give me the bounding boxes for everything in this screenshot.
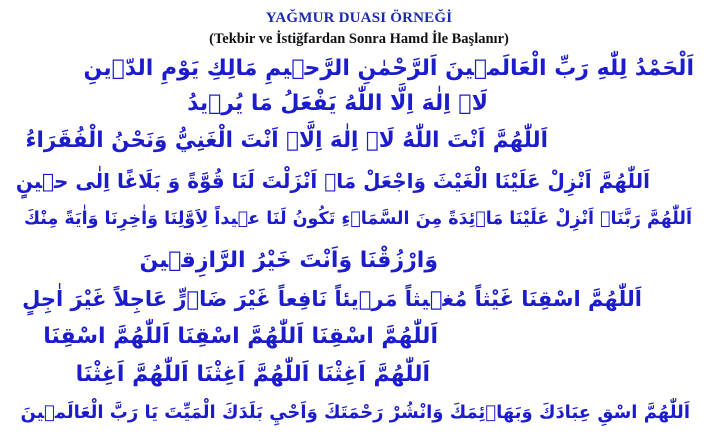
- page-title: YAĞMUR DUASI ÖRNEĞİ: [265, 10, 453, 26]
- dua-line-1: اَلْحَمْدُ لِلّٰهِ رَبِّ الْعَالَم۪ينَ اَلرَّحْمٰنِ الرَّح۪يمِ مَالِكِ يَوْمِ الدّ۪ينِ: [83, 56, 694, 81]
- dua-line-3: اَللّٰهُمَّ اَنْتَ اللّٰهُ لَاۤ اِلٰهَ اِلَّاۤ اَنْتَ الْغَنِيُّ وَنَحْنُ الْفُقَرَاءُ: [25, 128, 548, 153]
- dua-line-10: اَللّٰهُمَّ اسْقِ عِبَادَكَ وَبَهَاۤئِمَكَ وَانْشُرْ رَحْمَتَكَ وَاَحْيِ بَلَدَكَ الْمَيِّتَ يَا رَبَّ الْعَالَم۪ينَ: [20, 402, 690, 423]
- page-subtitle: (Tekbir ve İstiğfardan Sonra Hamd İle Başlanır): [209, 31, 509, 47]
- dua-line-7: اَللّٰهُمَّ اسْقِنَا غَيْثاً مُغ۪يثاً مَر۪يئاً نَافِعاً غَيْرَ ضَاۤرٍّ عَاجِلاً غَيْرَ اٰجِلٍ: [22, 287, 642, 311]
- dua-line-2: لَاۤ اِلٰهَ اِلَّا اللّٰهُ يَفْعَلُ مَا يُر۪يدُ: [187, 91, 488, 116]
- dua-line-8: اَللّٰهُمَّ اسْقِنَا اَللّٰهُمَّ اسْقِنَا اَللّٰهُمَّ اسْقِنَا: [43, 324, 438, 349]
- dua-line-5: اَللّٰهُمَّ رَبَّنَاۤ اَنْزِلْ عَلَيْنَا مَاۤئِدَةً مِنَ السَّمَاۤءِ تَكُونُ لَنَا ع۪يداً لِاَوَّلِنَا وَاٰخِرِنَا وَاٰيَةً مِنْكَ: [24, 209, 692, 229]
- dua-line-6: وَارْزُقْنَا وَاَنْتَ خَيْرُ الرَّازِق۪ينَ: [139, 248, 438, 273]
- dua-line-9: اَللّٰهُمَّ اَغِثْنَا اَللّٰهُمَّ اَغِثْنَا اَللّٰهُمَّ اَغِثْنَا: [75, 362, 430, 387]
- dua-line-4: اَللّٰهُمَّ اَنْزِلْ عَلَيْنَا الْغَيْثَ وَاجْعَلْ مَاۤ اَنْزَلْتَ لَنَا قُوَّةً وَ بَلَاغًا اِلٰى ح۪ينٍ: [15, 169, 650, 193]
